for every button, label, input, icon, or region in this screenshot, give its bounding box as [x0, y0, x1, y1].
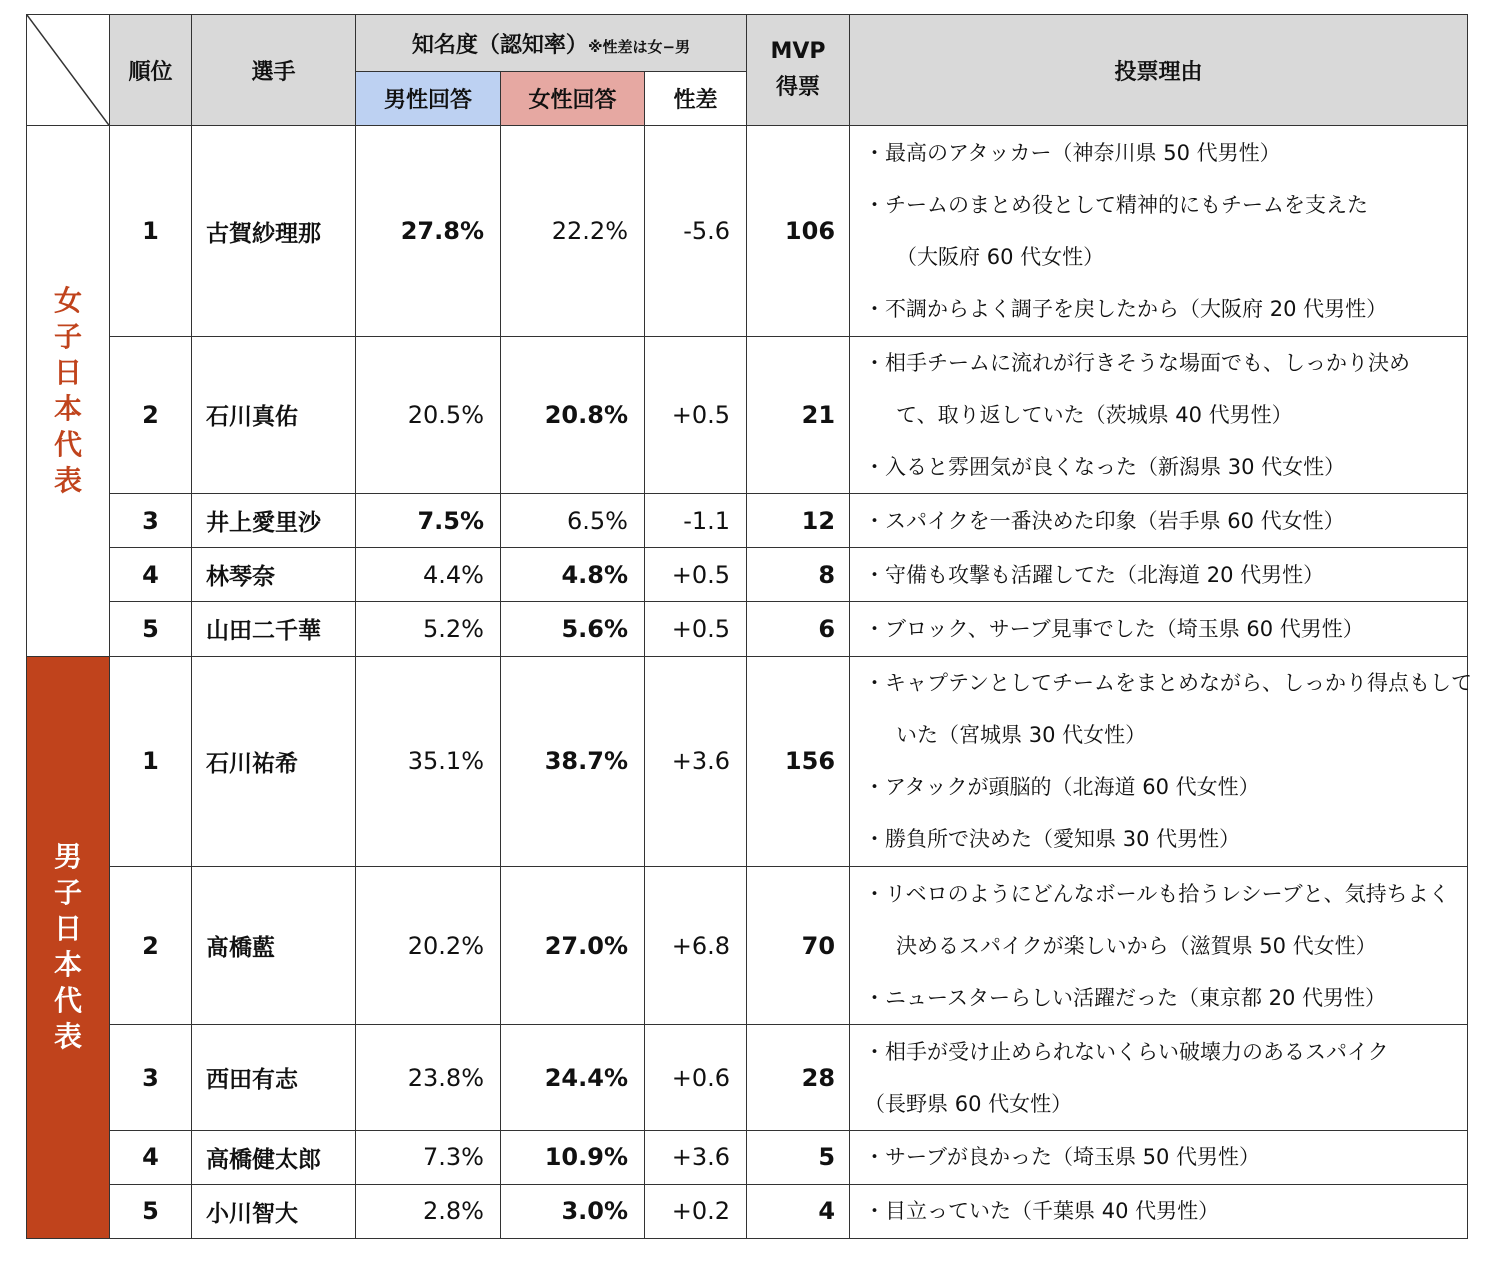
male-header: 男性回答 — [356, 72, 501, 126]
rank-cell: 4 — [110, 1130, 192, 1184]
gender-diff: +0.2 — [645, 1184, 747, 1238]
mvp-header-line1: MVP — [770, 39, 826, 65]
player-name: 西田有志 — [192, 1025, 356, 1130]
rank-cell: 5 — [110, 1184, 192, 1238]
table-row — [27, 548, 1468, 602]
female-rate: 10.9% — [501, 1130, 645, 1184]
player-name: 井上愛里沙 — [192, 494, 356, 548]
male-rate: 4.4% — [356, 548, 501, 602]
reason-cell — [850, 1025, 1468, 1130]
female-rate: 22.2% — [501, 126, 645, 337]
female-rate: 6.5% — [501, 494, 645, 548]
rank-header: 順位 — [110, 15, 192, 126]
rank-cell: 3 — [110, 494, 192, 548]
gender-diff: -5.6 — [645, 126, 747, 337]
table-row — [27, 656, 1468, 867]
mvp-header-line2: 得票 — [776, 75, 821, 101]
gender-diff: +0.6 — [645, 1025, 747, 1130]
mvp-header — [747, 15, 850, 126]
mvp-votes: 5 — [747, 1130, 850, 1184]
player-name: 石川祐希 — [192, 656, 356, 867]
female-rate: 5.6% — [501, 602, 645, 656]
gender-diff: +3.6 — [645, 1130, 747, 1184]
rank-cell: 4 — [110, 548, 192, 602]
rank-cell: 2 — [110, 867, 192, 1025]
male-rate: 7.3% — [356, 1130, 501, 1184]
reason-cell — [850, 656, 1472, 867]
female-rate: 24.4% — [501, 1025, 645, 1130]
reason-line: ・勝負所で決めた（愛知県 30 代男性） — [864, 827, 1241, 852]
reason-cell — [850, 126, 1468, 337]
player-name: 石川真佑 — [192, 336, 356, 493]
awareness-title: 知名度（認知率） — [411, 32, 588, 58]
table-row — [27, 494, 1468, 548]
reason-line: いた（宮城県 30 代女性） — [896, 723, 1147, 748]
mvp-votes: 6 — [747, 602, 850, 656]
rank-cell: 5 — [110, 602, 192, 656]
female-rate: 4.8% — [501, 548, 645, 602]
table-row — [27, 126, 1468, 337]
reason-line: て、取り返していた（茨城県 40 代男性） — [896, 402, 1293, 427]
male-rate: 20.2% — [356, 867, 501, 1025]
table-row — [27, 867, 1468, 1025]
player-name: 高橋健太郎 — [192, 1130, 356, 1184]
player-header: 選手 — [192, 15, 356, 126]
reason-cell — [850, 336, 1468, 493]
mvp-votes: 21 — [747, 336, 850, 493]
men-team-label-text: 男子日本代表 — [53, 840, 82, 1054]
reason-line: ・入ると雰囲気が良くなった（新潟県 30 代女性） — [864, 454, 1346, 479]
player-name: 林琴奈 — [192, 548, 356, 602]
gender-diff: +0.5 — [645, 602, 747, 656]
rank-cell: 1 — [110, 126, 192, 337]
mvp-votes: 28 — [747, 1025, 850, 1130]
reason-line: ・目立っていた（千葉県 40 代男性） — [864, 1199, 1220, 1224]
table-row — [27, 1184, 1468, 1238]
male-rate: 7.5% — [356, 494, 501, 548]
reason-line: ・ブロック、サーブ見事でした（埼玉県 60 代男性） — [864, 616, 1364, 641]
reason-line: ・キャプテンとしてチームをまとめながら、しっかり得点もして — [864, 671, 1472, 696]
female-header: 女性回答 — [501, 72, 645, 126]
rank-cell: 2 — [110, 336, 192, 493]
reason-line: ・最高のアタッカー（神奈川県 50 代男性） — [864, 141, 1281, 166]
gender-diff: +0.5 — [645, 548, 747, 602]
reason-line: ・相手チームに流れが行きそうな場面でも、しっかり決め — [864, 350, 1411, 375]
reason-line: ・不調からよく調子を戻したから（大阪府 20 代男性） — [864, 297, 1388, 322]
reason-cell — [850, 494, 1468, 548]
table-row — [27, 1025, 1468, 1130]
male-rate: 2.8% — [356, 1184, 501, 1238]
gender-diff: +6.8 — [645, 867, 747, 1025]
table-row — [27, 336, 1468, 493]
diff-header: 性差 — [645, 72, 747, 126]
male-rate: 20.5% — [356, 336, 501, 493]
table-row — [27, 1130, 1468, 1184]
women-team-label — [27, 126, 110, 656]
reason-cell — [850, 1184, 1468, 1238]
mvp-votes: 106 — [747, 126, 850, 337]
mvp-votes: 12 — [747, 494, 850, 548]
reason-line: 決めるスパイクが楽しいから（滋賀県 50 代女性） — [896, 933, 1377, 958]
mvp-votes: 8 — [747, 548, 850, 602]
mvp-votes: 70 — [747, 867, 850, 1025]
female-rate: 20.8% — [501, 336, 645, 493]
reason-line: ・相手が受け止められないくらい破壊力のあるスパイク — [864, 1039, 1389, 1064]
table-row — [27, 602, 1468, 656]
mvp-table — [26, 14, 1472, 1239]
reason-line: ・スパイクを一番決めた印象（岩手県 60 代女性） — [864, 508, 1345, 533]
women-team-label-text: 女子日本代表 — [53, 283, 82, 497]
gender-diff: +3.6 — [645, 656, 747, 867]
rank-cell: 3 — [110, 1025, 192, 1130]
gender-diff: -1.1 — [645, 494, 747, 548]
player-name: 髙橋藍 — [192, 867, 356, 1025]
female-rate: 38.7% — [501, 656, 645, 867]
player-name: 古賀紗理那 — [192, 126, 356, 337]
male-rate: 5.2% — [356, 602, 501, 656]
player-name: 小川智大 — [192, 1184, 356, 1238]
mvp-votes: 4 — [747, 1184, 850, 1238]
gender-diff: +0.5 — [645, 336, 747, 493]
female-rate: 3.0% — [501, 1184, 645, 1238]
awareness-note: ※性差は女−男 — [587, 37, 691, 56]
reason-line: ・サーブが良かった（埼玉県 50 代男性） — [864, 1145, 1261, 1170]
corner-cell — [27, 15, 110, 126]
reason-cell — [850, 548, 1468, 602]
reason-cell — [850, 602, 1468, 656]
male-rate: 23.8% — [356, 1025, 501, 1130]
reason-line: ・ニュースターらしい活躍だった（東京都 20 代男性） — [864, 985, 1387, 1010]
female-rate: 27.0% — [501, 867, 645, 1025]
rank-cell: 1 — [110, 656, 192, 867]
player-name: 山田二千華 — [192, 602, 356, 656]
reason-line: ・アタックが頭脳的（北海道 60 代女性） — [864, 775, 1260, 800]
reason-line: ・守備も攻撃も活躍してた（北海道 20 代男性） — [864, 562, 1325, 587]
mvp-votes: 156 — [747, 656, 850, 867]
reason-line: ・リベロのようにどんなボールも拾うレシーブと、気持ちよく — [864, 881, 1450, 906]
reason-cell — [850, 1130, 1468, 1184]
reason-cell — [850, 867, 1468, 1025]
men-team-label — [27, 656, 110, 1238]
reason-line: （長野県 60 代女性） — [864, 1091, 1073, 1116]
reason-line: （大阪府 60 代女性） — [896, 245, 1105, 270]
awareness-header — [356, 15, 747, 72]
male-rate: 27.8% — [356, 126, 501, 337]
reason-header: 投票理由 — [850, 15, 1468, 126]
male-rate: 35.1% — [356, 656, 501, 867]
reason-line: ・チームのまとめ役として精神的にもチームを支えた — [864, 193, 1369, 218]
